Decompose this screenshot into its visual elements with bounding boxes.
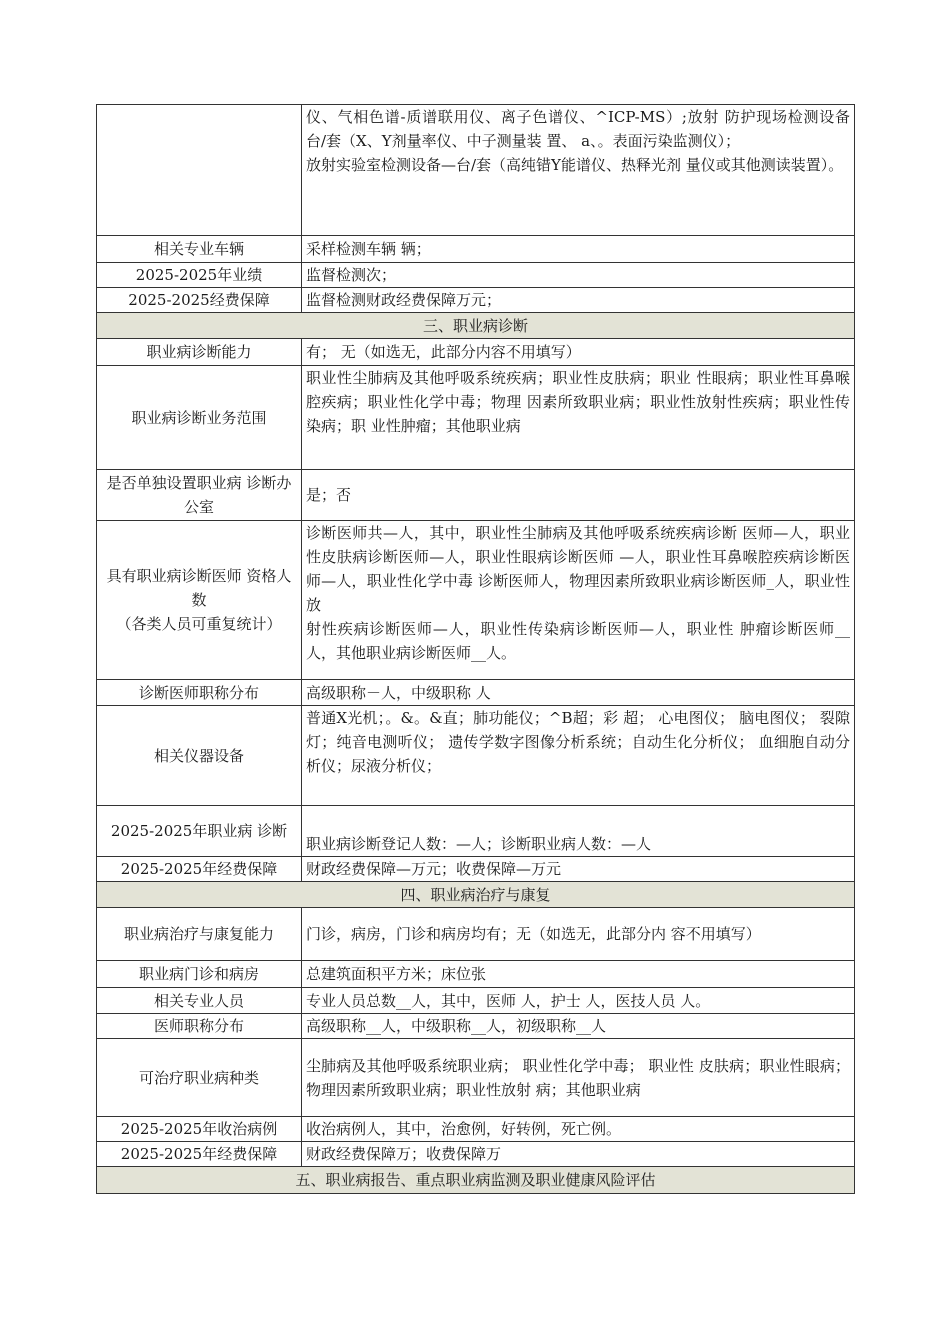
treatment-funding-row bbox=[97, 1142, 855, 1167]
row-label-note: （各类人员可重复统计） bbox=[116, 615, 282, 633]
empty-label-cell bbox=[97, 105, 302, 236]
row-label: 是否单独设置职业病 诊断办公室 bbox=[97, 470, 302, 521]
row-label: 相关专业车辆 bbox=[97, 236, 302, 263]
row-value: 尘肺病及其他呼吸系统职业病； 职业性化学中毒； 职业性 皮肤病；职业性眼病；物理因素所致职业病；职业性放射 病；其他职业病 bbox=[302, 1039, 855, 1117]
row-value: 职业病诊断登记人数：—人；诊断职业病人数：—人 bbox=[302, 806, 855, 857]
row-label: 职业病治疗与康复能力 bbox=[97, 908, 302, 961]
row-value: 射性疾病诊断医师—人，职业性传染病诊断医师—人，职业性 肿瘤诊断医师__人，其他职业病诊断医师__人。 bbox=[306, 620, 850, 662]
diagnosis-physicians-row bbox=[97, 521, 855, 680]
section-header-row bbox=[97, 313, 855, 339]
row-value: 专业人员总数__人，其中，医师 人，护士 人，医技人员 人。 bbox=[302, 988, 855, 1014]
row-value: 监督检测次； bbox=[302, 263, 855, 288]
row-value: 财政经费保障万；收费保障万 bbox=[302, 1142, 855, 1167]
diagnosis-funding-row bbox=[97, 857, 855, 882]
row-label: 医师职称分布 bbox=[97, 1014, 302, 1039]
diagnosis-capability-row bbox=[97, 339, 855, 366]
staff-titles-row bbox=[97, 1014, 855, 1039]
row-value: 收治病例人，其中，治愈例，好转例，死亡例。 bbox=[302, 1117, 855, 1142]
row-value: 采样检测车辆 辆； bbox=[302, 236, 855, 263]
row-label: 2025-2025经费保障 bbox=[97, 288, 302, 313]
row-value: 总建筑面积平方米；床位张 bbox=[302, 961, 855, 988]
treatment-capability-row bbox=[97, 908, 855, 961]
row-label: 2025-2025年业绩 bbox=[97, 263, 302, 288]
row-label: 相关专业人员 bbox=[97, 988, 302, 1014]
row-value: 有； 无（如选无，此部分内容不用填写） bbox=[302, 339, 855, 366]
vehicles-row bbox=[97, 236, 855, 263]
diagnosis-count-row bbox=[97, 806, 855, 857]
row-value: 监督检测财政经费保障万元； bbox=[302, 288, 855, 313]
section-title: 四、职业病治疗与康复 bbox=[97, 882, 855, 908]
physician-value-cell bbox=[302, 521, 855, 680]
row-label: 诊断医师职称分布 bbox=[97, 680, 302, 706]
row-label: 2025-2025年经费保障 bbox=[97, 857, 302, 882]
section-header-row bbox=[97, 882, 855, 908]
row-value: 财政经费保障—万元；收费保障—万元 bbox=[302, 857, 855, 882]
equipment-line-1: 仪、气相色谱-质谱联用仪、离子色谱仪、^ICP-MS）;放射 防护现场检测设备 台/套（X、Y剂量率仪、中子测量装 置、 a、。表面污染监测仪）； bbox=[306, 108, 850, 150]
funding-row bbox=[97, 288, 855, 313]
row-label: 可治疗职业病种类 bbox=[97, 1039, 302, 1117]
section-title: 五、职业病报告、重点职业病监测及职业健康风险评估 bbox=[97, 1167, 855, 1194]
diagnosis-scope-row bbox=[97, 366, 855, 470]
row-label: 相关仪器设备 bbox=[97, 706, 302, 806]
physician-label-cell bbox=[97, 521, 302, 680]
clinic-ward-row bbox=[97, 961, 855, 988]
diagnosis-office-row bbox=[97, 470, 855, 521]
equipment-continued-row bbox=[97, 105, 855, 236]
row-value: 门诊，病房，门诊和病房均有；无（如选无，此部分内 容不用填写） bbox=[302, 908, 855, 961]
equipment-line-2: 放射实验室检测设备—台/套（高纯错Y能谱仪、热释光剂 量仪或其他测读装置）。 bbox=[306, 156, 844, 174]
treatable-diseases-row bbox=[97, 1039, 855, 1117]
instruments-row bbox=[97, 706, 855, 806]
row-label: 2025-2025年职业病 诊断 bbox=[97, 806, 302, 857]
physician-titles-row bbox=[97, 680, 855, 706]
assessment-form-table bbox=[96, 104, 855, 1194]
row-value: 诊断医师共—人，其中，职业性尘肺病及其他呼吸系统疾病诊断 医师—人，职业性皮肤病诊断医师—人，职业性眼病诊断医师 —人，职业性耳鼻喉腔疾病诊断医师—人，职业性化学中毒 诊断医师人，物理因素所致职业病诊断医师_人，职业性放 bbox=[306, 524, 850, 614]
row-value: 职业性尘肺病及其他呼吸系统疾病；职业性皮肤病；职业 性眼病；职业性耳鼻喉腔疾病；职业性化学中毒；物理 因素所致职业病；职业性放射性疾病；职业性传染病；职 业性肿瘤；其他职业病 bbox=[302, 366, 855, 470]
equipment-continued-cell bbox=[302, 105, 855, 236]
row-value: 高级职称__人，中级职称__人，初级职称__人 bbox=[302, 1014, 855, 1039]
row-value: 高级职称－人，中级职称 人 bbox=[302, 680, 855, 706]
staff-row bbox=[97, 988, 855, 1014]
row-value: 是；否 bbox=[302, 470, 855, 521]
section-title: 三、职业病诊断 bbox=[97, 313, 855, 339]
row-label: 2025-2025年经费保障 bbox=[97, 1142, 302, 1167]
admitted-cases-row bbox=[97, 1117, 855, 1142]
row-label: 2025-2025年收治病例 bbox=[97, 1117, 302, 1142]
row-label: 职业病诊断能力 bbox=[97, 339, 302, 366]
row-value: 普通X光机；。&。&直；肺功能仪；^B超；彩 超； 心电图仪； 脑电图仪； 裂隙灯；纯音电测听仪； 遗传学数字图像分析系统；自动生化分析仪； 血细胞自动分 析仪；尿液分析仪； bbox=[302, 706, 855, 806]
row-label: 职业病门诊和病房 bbox=[97, 961, 302, 988]
performance-row bbox=[97, 263, 855, 288]
section-header-row bbox=[97, 1167, 855, 1194]
row-label: 职业病诊断业务范围 bbox=[97, 366, 302, 470]
row-label: 具有职业病诊断医师 资格人数 bbox=[106, 567, 292, 609]
